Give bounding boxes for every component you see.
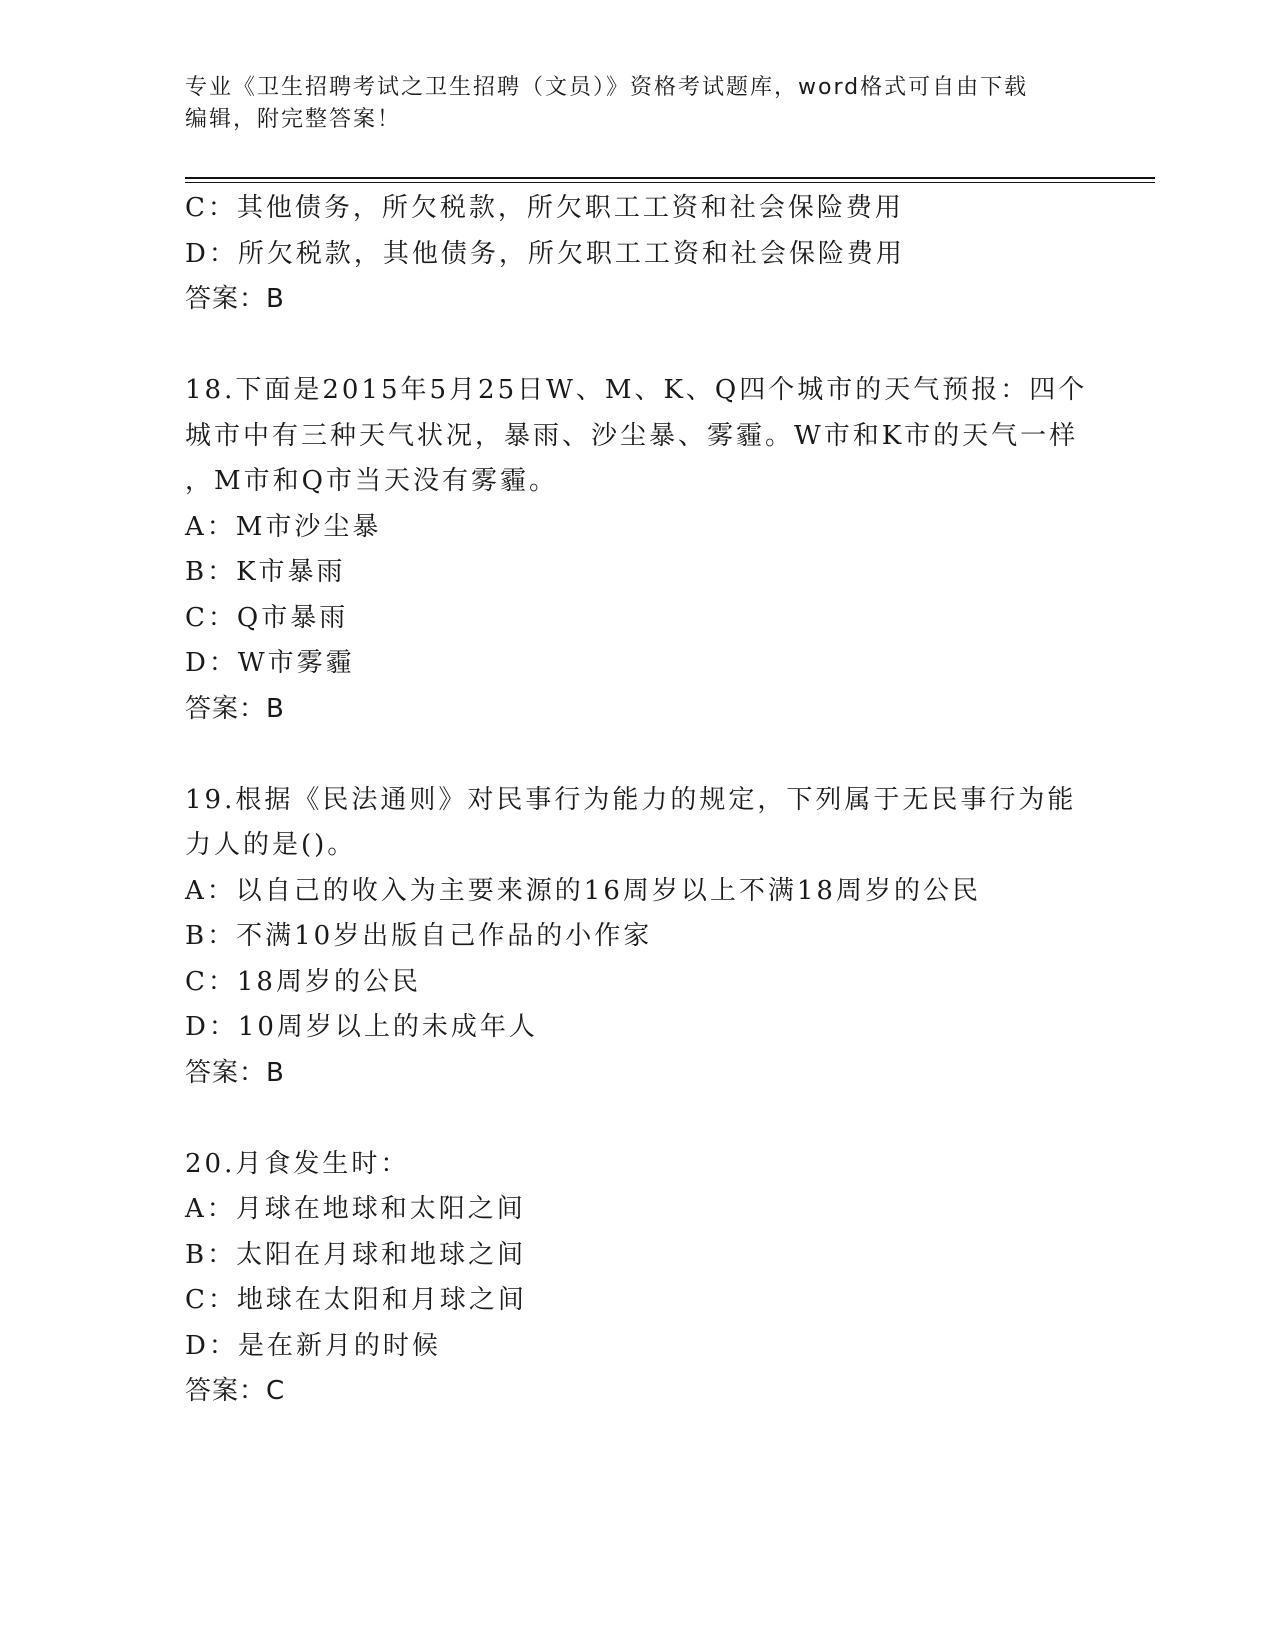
question-stem-line: 力人的是()。 <box>185 830 357 860</box>
option-c: C：18周岁的公民 <box>185 966 421 997</box>
answer-line: 答案：B <box>185 693 285 724</box>
header-line-2: 编辑，附完整答案！ <box>185 107 402 132</box>
spacer <box>185 1096 1085 1142</box>
question-17-continued <box>185 186 1085 323</box>
question-stem-line: 19.根据《民法通则》对民事行为能力的规定，下列属于无民事行为能 <box>185 784 1077 815</box>
spacer <box>185 732 1085 778</box>
option-c: C：其他债务，所欠税款，所欠职工工资和社会保险费用 <box>185 193 904 223</box>
header-divider-thin <box>185 182 1155 183</box>
option-d: D：10周岁以上的未成年人 <box>185 1012 538 1042</box>
answer-line: 答案：B <box>185 1057 285 1088</box>
spacer <box>185 323 1085 369</box>
option-d: D：所欠税款，其他债务，所欠职工工资和社会保险费用 <box>185 238 905 269</box>
option-d: D：是在新月的时候 <box>185 1330 441 1361</box>
question-19 <box>185 778 1085 1097</box>
option-c: C：Q市暴雨 <box>185 602 349 633</box>
question-content <box>185 186 1088 1415</box>
option-b: B：不满10岁出版自己作品的小作家 <box>185 921 653 951</box>
answer-line: 答案：B <box>185 284 285 314</box>
question-stem-line: 城市中有三种天气状况，暴雨、沙尘暴、雾霾。W市和K市的天气一样 <box>185 420 1079 451</box>
option-d: D：W市雾霾 <box>185 648 355 678</box>
option-a: A：月球在地球和太阳之间 <box>185 1194 526 1224</box>
option-b: B：太阳在月球和地球之间 <box>185 1239 527 1270</box>
option-a: A：M市沙尘暴 <box>185 511 382 542</box>
question-stem-line: ，M市和Q市当天没有雾霾。 <box>185 466 558 496</box>
question-18 <box>185 368 1088 732</box>
header-divider-thick <box>185 177 1155 179</box>
header-line-1: 专业《卫生招聘考试之卫生招聘（文员）》资格考试题库，word格式可自由下载 <box>185 75 1029 100</box>
document-header <box>185 72 1085 136</box>
question-20 <box>185 1142 1085 1415</box>
question-stem-line: 20.月食发生时： <box>185 1148 410 1179</box>
option-c: C：地球在太阳和月球之间 <box>185 1285 527 1315</box>
answer-line: 答案：C <box>185 1376 286 1406</box>
question-stem-line: 18.下面是2015年5月25日W、M、K、Q四个城市的天气预报：四个 <box>185 375 1088 405</box>
option-b: B：K市暴雨 <box>185 557 346 587</box>
option-a: A：以自己的收入为主要来源的16周岁以上不满18周岁的公民 <box>185 875 981 906</box>
